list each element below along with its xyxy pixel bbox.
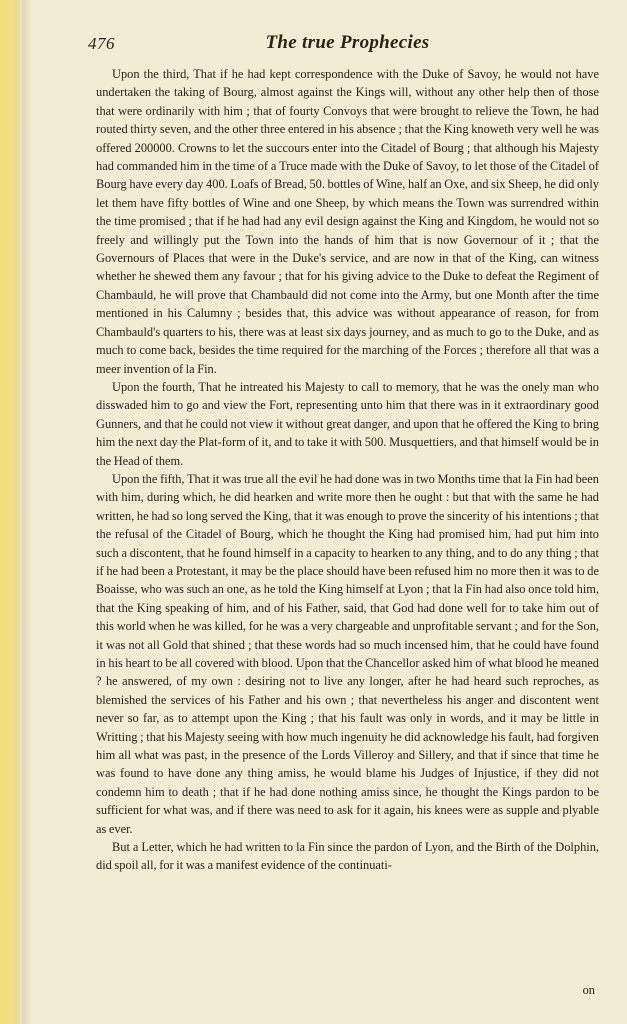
page-number: 476 — [88, 34, 115, 53]
page-header — [88, 30, 599, 62]
body-text — [96, 65, 599, 875]
book-page — [88, 30, 599, 1010]
running-title: The true Prophecies — [265, 32, 430, 53]
paragraph-third: Upon the third, That if he had kept correspondence with the Duke of Savoy, he would not have undertaken the taking of Bourg, almost against the Kings will, without any other help then of those that were ordinarily with him ; that of fourty Convoys that were brought to relieve the Town, he had routed thirty seven, and the other three entered in his absence ; that the King knoweth very well he was offered 200000. Crowns to let the succours enter into the Citadel of Bourg ; that although his Majesty had commanded him in the time of a Truce made with the Duke of Savoy, to let those of the Citadel of Bourg have every day 400. Loafs of Bread, 50. bottles of Wine, half an Oxe, and six Sheep, he did only let them have fifty bottles of Wine and one Sheep, by which means the Town was surrendred within the time promised ; that if he had had any evil design against the King and Kingdom, he would not so freely and willingly put the Town into the hands of him that is now Governour of it ; that the Governours of Places that were in the Duke's service, and are now in that of the King, can witness whether he shewed them any favour ; that for his giving advice to the Duke to defeat the Regiment of Chambauld, he will prove that Chambauld did not come into the Army, but one Month after the time mentioned in his Calumny ; besides that, this advice was without appearance of reason, for from Chambauld's quarters to his, there was at least six days journey, and as much to go to the Duke, and as much to come back, besides the time required for the marching of the Forces ; therefore all that was a meer invention of la Fin. — [96, 67, 599, 376]
page-binding-edge — [0, 0, 22, 1024]
paragraph-fourth: Upon the fourth, That he intreated his Majesty to call to memory, that he was the onely man who disswaded him to go and view the Fort, representing unto him that there was in it extraordinary good Gunners, and that he could not view it without great danger, and upon that he offered the King to bring him the next day the Plat-form of it, and to take it with 500. Musquettiers, and that himself would be in the Head of them. — [96, 379, 599, 468]
catchword: on — [582, 983, 595, 997]
paragraph-letter: But a Letter, which he had written to la Fin since the pardon of Lyon, and the Birth of the Dolphin, did spoil all, for it was a manifest evidence of the continuati- — [96, 840, 599, 873]
paragraph-fifth: Upon the fifth, That it was true all the evil he had done was in two Months time that la Fin had been with him, during which, he did hearken and write more then he ought : but that with the same he had written, he had so long served the King, that it was enough to prove the sincerity of his intentions ; that the refusal of the Citadel of Bourg, which he thought the King had promised him, had put him into such a discontent, that he found himself in a capacity to hearken to any thing, and to do any thing ; that if he had been a Protestant, it may be the place should have been refused him no more then it was to de Boaisse, who was such an one, as he told the King himself at Lyon ; that la Fin had also once told him, that the King speaking of him, and of his Father, said, that God had done well for to take him out of this world when he was killed, for he was a very chargeable and unprofitable servant ; and for the Son, it was not all Gold that shined ; that these words had so much incensed him, that he could have found in his heart to be all covered with blood. Upon that the Chancellor asked him of what blood he meaned ? he answered, of my own : desiring not to live any longer, after he had heard such reproches, as blemished the services of his Father and his own ; that nevertheless his anger and discontent went never so far, as to attempt upon the King ; that his fault was only in words, and it may be little in Writting ; that his Majesty seeing with how much ingenuity he did acknowledge his fault, had forgiven him all what was past, in the presence of the Lords Villeroy and Sillery, and that if since that time he was found to have done any thing amiss, he would blame his Judges of Injustice, if they did not condemn him to death ; that if he had done nothing amiss since, he thought the Kings pardon to be sufficient for what was, and if there was need to ask for it again, his knees were as supple and plyable as ever. — [96, 471, 599, 836]
gutter-shadow — [22, 0, 32, 1024]
